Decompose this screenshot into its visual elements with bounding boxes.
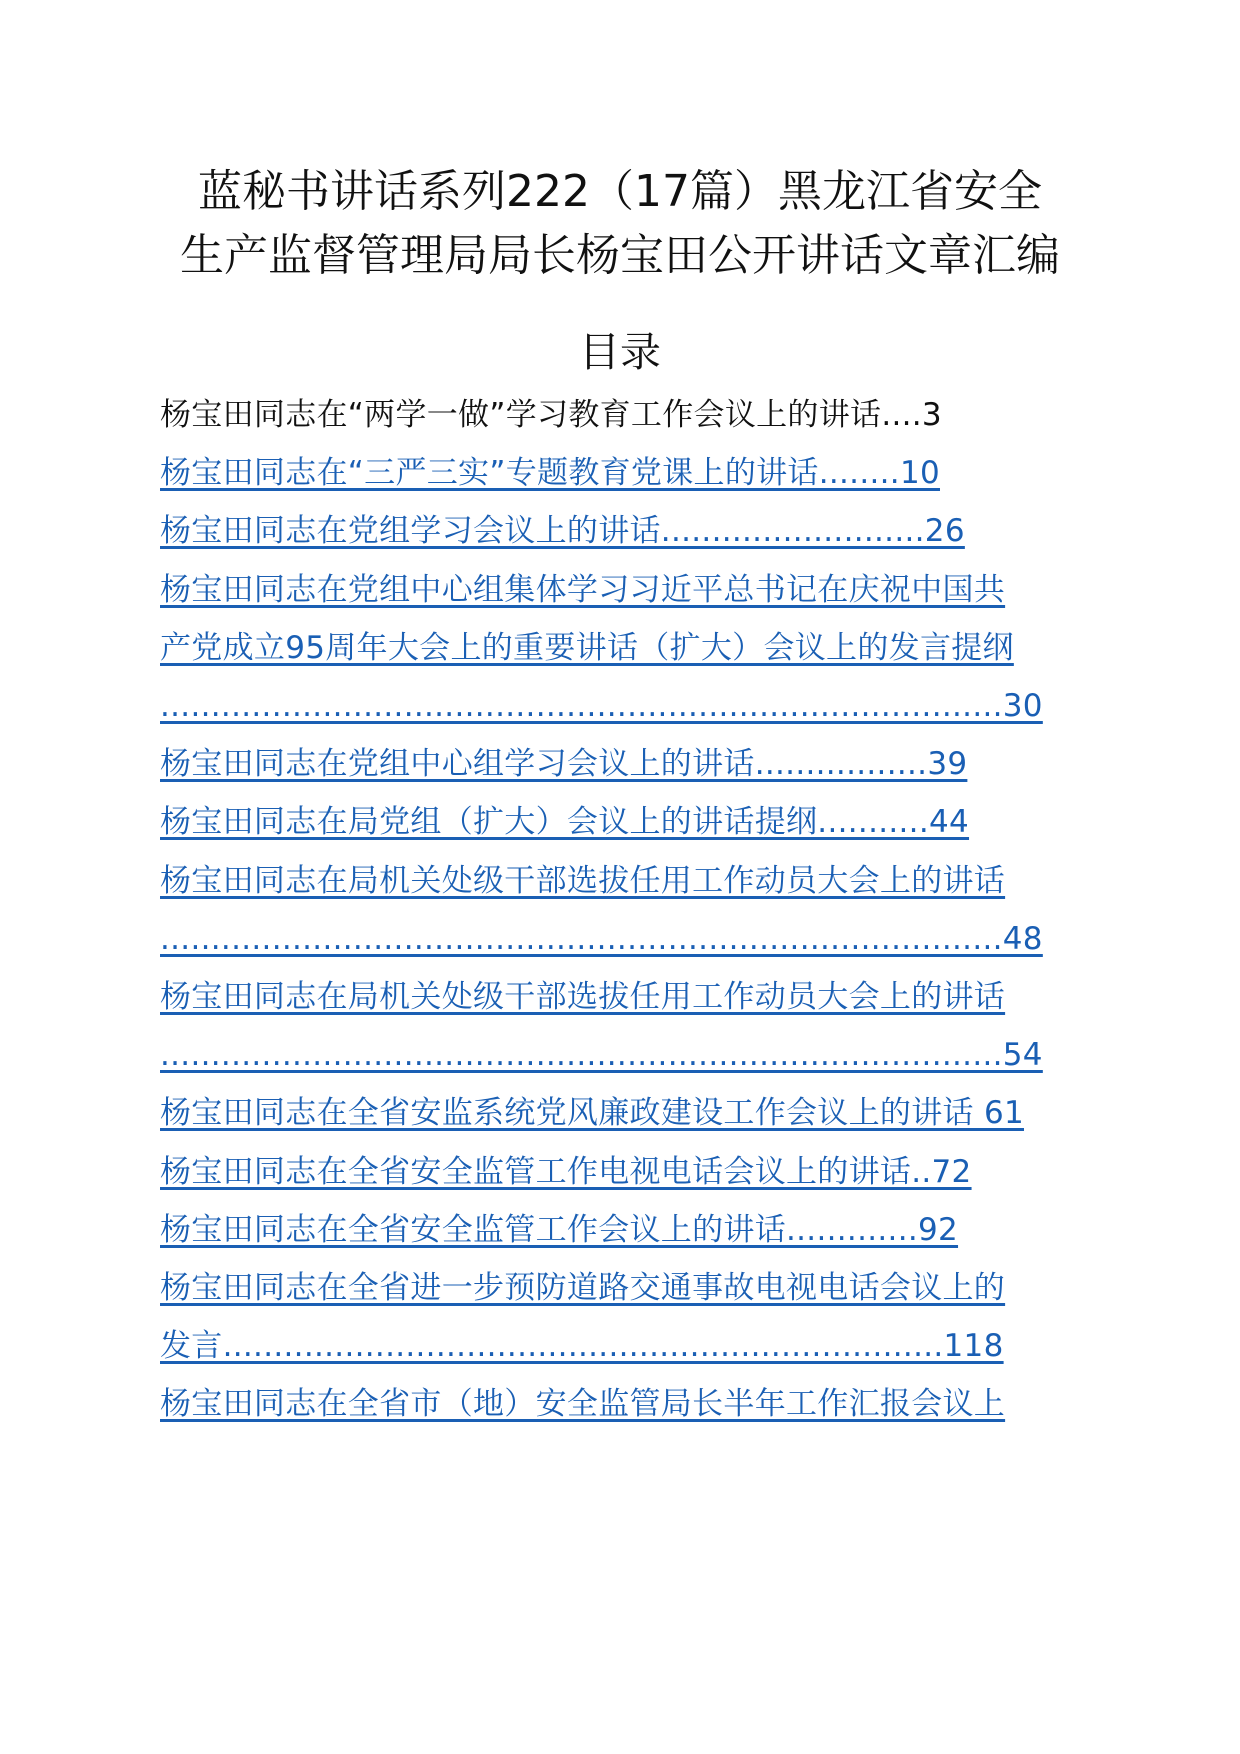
toc-entry-line[interactable]: 杨宝田同志在党组中心组学习会议上的讲话.................39 (160, 746, 968, 783)
toc-entry-line[interactable]: 发言.......................................................................118 (160, 1328, 1004, 1365)
toc-entry-line[interactable]: 杨宝田同志在全省进一步预防道路交通事故电视电话会议上的 (160, 1270, 1006, 1306)
toc-entry-line[interactable]: ...................................................................................30 (160, 688, 1043, 724)
toc-entry-line[interactable]: 杨宝田同志在局党组（扩大）会议上的讲话提纲...........44 (160, 804, 970, 841)
document-title (150, 160, 1090, 288)
toc-entry-line[interactable]: ...................................................................................54 (160, 1037, 1043, 1074)
toc-entry-line[interactable]: 杨宝田同志在全省市（地）安全监管局长半年工作汇报会议上 (160, 1386, 1006, 1423)
toc-entry-line[interactable]: 杨宝田同志在党组学习会议上的讲话..........................26 (160, 513, 965, 550)
toc-entry-line[interactable]: 杨宝田同志在局机关处级干部选拔任用工作动员大会上的讲话 (160, 979, 1006, 1015)
title-line-2: 生产监督管理局局长杨宝田公开讲话文章汇编 (180, 230, 1060, 281)
toc-entry-line: 杨宝田同志在“两学一做”学习教育工作会议上的讲话....3 (160, 397, 942, 433)
toc-entry-line[interactable]: ...................................................................................48 (160, 920, 1043, 957)
title-line-1: 蓝秘书讲话系列222（17篇）黑龙江省安全 (198, 166, 1042, 217)
toc-entry-line[interactable]: 杨宝田同志在“三严三实”专题教育党课上的讲话........10 (160, 455, 940, 492)
toc-entry-line[interactable]: 杨宝田同志在全省安全监管工作会议上的讲话.............92 (160, 1211, 959, 1248)
toc-entry-line[interactable]: 杨宝田同志在全省安监系统党风廉政建设工作会议上的讲话 61 (160, 1095, 1024, 1132)
toc-entry-line[interactable]: 杨宝田同志在全省安全监管工作电视电话会议上的讲话..72 (160, 1153, 972, 1190)
toc-entry-line[interactable]: 杨宝田同志在党组中心组集体学习习近平总书记在庆祝中国共 (160, 571, 1006, 608)
toc-entry-line[interactable]: 产党成立95周年大会上的重要讲话（扩大）会议上的发言提纲 (160, 629, 1014, 666)
toc-heading: 目录 (579, 328, 661, 376)
toc-entry-line[interactable]: 杨宝田同志在局机关处级干部选拔任用工作动员大会上的讲话 (160, 862, 1006, 899)
